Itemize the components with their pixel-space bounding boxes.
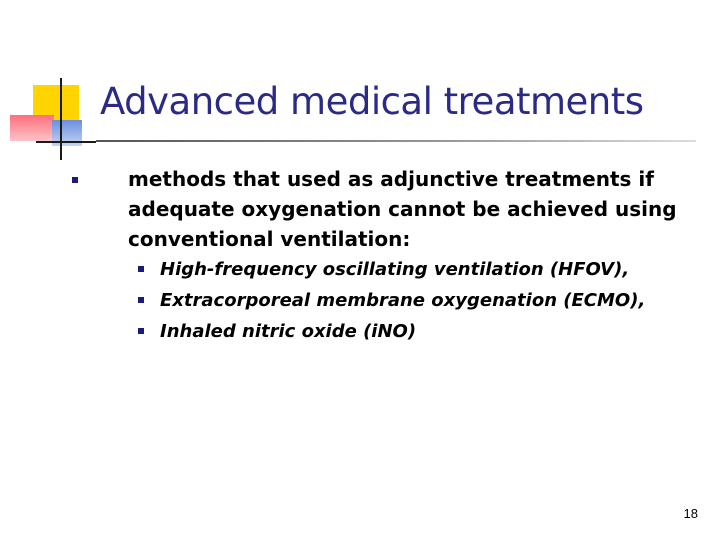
slide-title: Advanced medical treatments [100,80,644,123]
sub-bullet-text: Inhaled nitric oxide (iNO) [160,321,417,342]
title-underline-rule [96,140,696,142]
page-number: 18 [683,506,698,521]
logo-pink-square [10,115,54,141]
list-item [128,254,718,285]
sub-bullet-text: Extracorporeal membrane oxygenation (ECMO), [160,290,646,311]
square-bullet-icon [138,266,144,272]
square-bullet-icon [138,328,144,334]
sub-bullet-text: High-frequency oscillating ventilation (HFOV), [160,259,630,280]
list-item [128,285,718,316]
sub-bullet-list [128,254,718,347]
square-bullet-icon [72,177,78,183]
square-bullet-icon [138,297,144,303]
list-item [128,316,718,347]
logo-horizontal-line [36,141,96,143]
main-bullet-text: methods that used as adjunctive treatments if adequate oxygenation cannot be achieved using conventional ventilation: [128,167,677,251]
logo-vertical-line [60,78,62,160]
